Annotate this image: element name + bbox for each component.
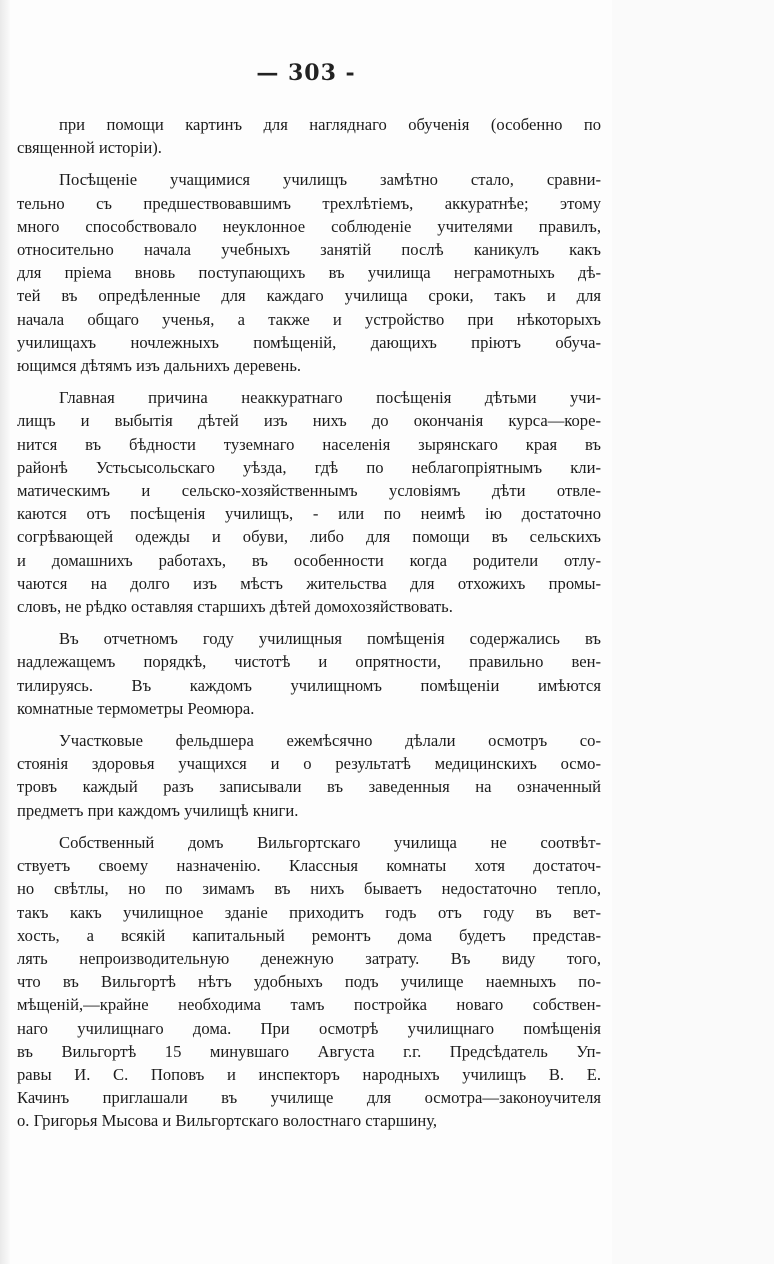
text-line: Участковые фельдшера ежемѣсячно дѣлали осмотръ со- [59, 731, 601, 751]
text-line: матическимъ и сельско-хозяйственнымъ условіямъ дѣти отвле- [17, 481, 601, 501]
text-line: комнатные термометры Реомюра. [17, 698, 255, 718]
text-line: училищахъ ночлежныхъ помѣщеній, дающихъ пріютъ обуча- [17, 332, 601, 352]
text-line: хость, а всякій капитальный ремонтъ дома будетъ представ- [17, 925, 601, 945]
text-line: тельно съ предшествовавшимъ трехлѣтіемъ, аккуратнѣе; этому [17, 193, 601, 213]
text-line: согрѣвающей одежды и обуви, либо для помощи въ сельскихъ [17, 527, 601, 547]
text-line: при помощи картинъ для нагляднаго обученія (особенно по [59, 115, 601, 134]
text-line: Качинъ приглашали въ училище для осмотра—законоучителя [17, 1088, 601, 1108]
paragraph [17, 729, 601, 822]
text-line: ющимся дѣтямъ изъ дальнихъ деревень. [17, 356, 302, 376]
text-line: районѣ Устьсысольскаго уѣзда, гдѣ по неблагопріятнымъ кли- [17, 457, 601, 477]
text-line: лять непроизводительную денежную затрату. Въ виду того, [17, 948, 601, 968]
text-line: Въ отчетномъ году училищныя помѣщенія содержались въ [59, 629, 601, 649]
text-line: для пріема вновь поступающихъ въ училища неграмотныхъ дѣ- [17, 263, 601, 283]
text-line: въ Вильгортѣ 15 минувшаго Августа г.г. Предсѣдатель Уп- [17, 1041, 601, 1061]
text-line: Собственный домъ Вильгортскаго училища не соотвѣт- [59, 832, 601, 852]
text-line: о. Григорья Мысова и Вильгортскаго волостнаго старшину, [17, 1111, 438, 1131]
text-line: надлежащемъ порядкѣ, чистотѣ и опрятности, правильно вен- [17, 652, 601, 672]
text-line: такъ какъ училищное зданіе приходитъ годъ отъ году въ вет- [17, 902, 601, 922]
text-line: словъ, не рѣдко оставляя старшихъ дѣтей домохозяйствовать. [17, 597, 453, 617]
text-line: мѣщеній,—крайне необходима тамъ постройка новаго собствен- [17, 995, 601, 1015]
paragraph [17, 168, 601, 377]
text-line: относительно начала учебныхъ занятій послѣ каникулъ какъ [17, 240, 601, 260]
paragraph [17, 386, 601, 618]
text-line: тилируясь. Въ каждомъ училищномъ помѣщеніи имѣются [17, 675, 601, 695]
paragraph [17, 831, 601, 1133]
text-line: но свѣтлы, но по зимамъ въ нихъ бываетъ недостаточно тепло, [17, 879, 601, 899]
text-line: тей въ опредѣленные для каждаго училища сроки, такъ и для [17, 286, 601, 306]
text-line: священной исторіи). [17, 138, 162, 158]
text-line: Посѣщеніе учащимися училищъ замѣтно стало, сравни- [59, 170, 601, 190]
text-line: нится въ бѣдности туземнаго населенія зырянскаго края въ [17, 434, 601, 454]
text-line: ствуетъ своему назначенію. Классныя комнаты хотя достаточ- [17, 856, 601, 876]
text-line: равы И. С. Поповъ и инспекторъ народныхъ училищъ В. Е. [17, 1064, 601, 1084]
text-line: чаются на долго изъ мѣстъ жительства для отхожихъ промы- [17, 573, 601, 593]
text-line: много способствовало неуклонное соблюденіе учителями правилъ, [17, 216, 601, 236]
paragraph [17, 113, 601, 159]
text-line: тровъ каждый разъ записывали въ заведенныя на означенный [17, 777, 601, 797]
page-left-edge [0, 0, 10, 1264]
text-line: и домашнихъ работахъ, въ особенности когда родители отлу- [17, 550, 601, 570]
text-line: предметъ при каждомъ училищѣ книги. [17, 800, 299, 820]
text-line: стоянія здоровья учащихся и о результатѣ медицинскихъ осмо- [17, 754, 601, 774]
text-line: что въ Вильгортѣ нѣтъ удобныхъ подъ училище наемныхъ по- [17, 972, 601, 992]
text-line: каются отъ посѣщенія училищъ, - или по неимѣ ію достаточно [17, 504, 601, 524]
page-number: — 303 - [256, 60, 356, 86]
text-line: наго училищнаго дома. При осмотрѣ училищнаго помѣщенія [17, 1018, 601, 1038]
text-line: Главная причина неаккуратнаго посѣщенія дѣтьми учи- [59, 388, 601, 408]
text-line: лищъ и выбытія дѣтей изъ нихъ до окончанія курса—коре- [17, 411, 601, 431]
paragraph [17, 627, 601, 720]
text-line: начала общаго ученья, а также и устройство при нѣкоторыхъ [17, 309, 601, 329]
body-text [17, 113, 601, 1142]
